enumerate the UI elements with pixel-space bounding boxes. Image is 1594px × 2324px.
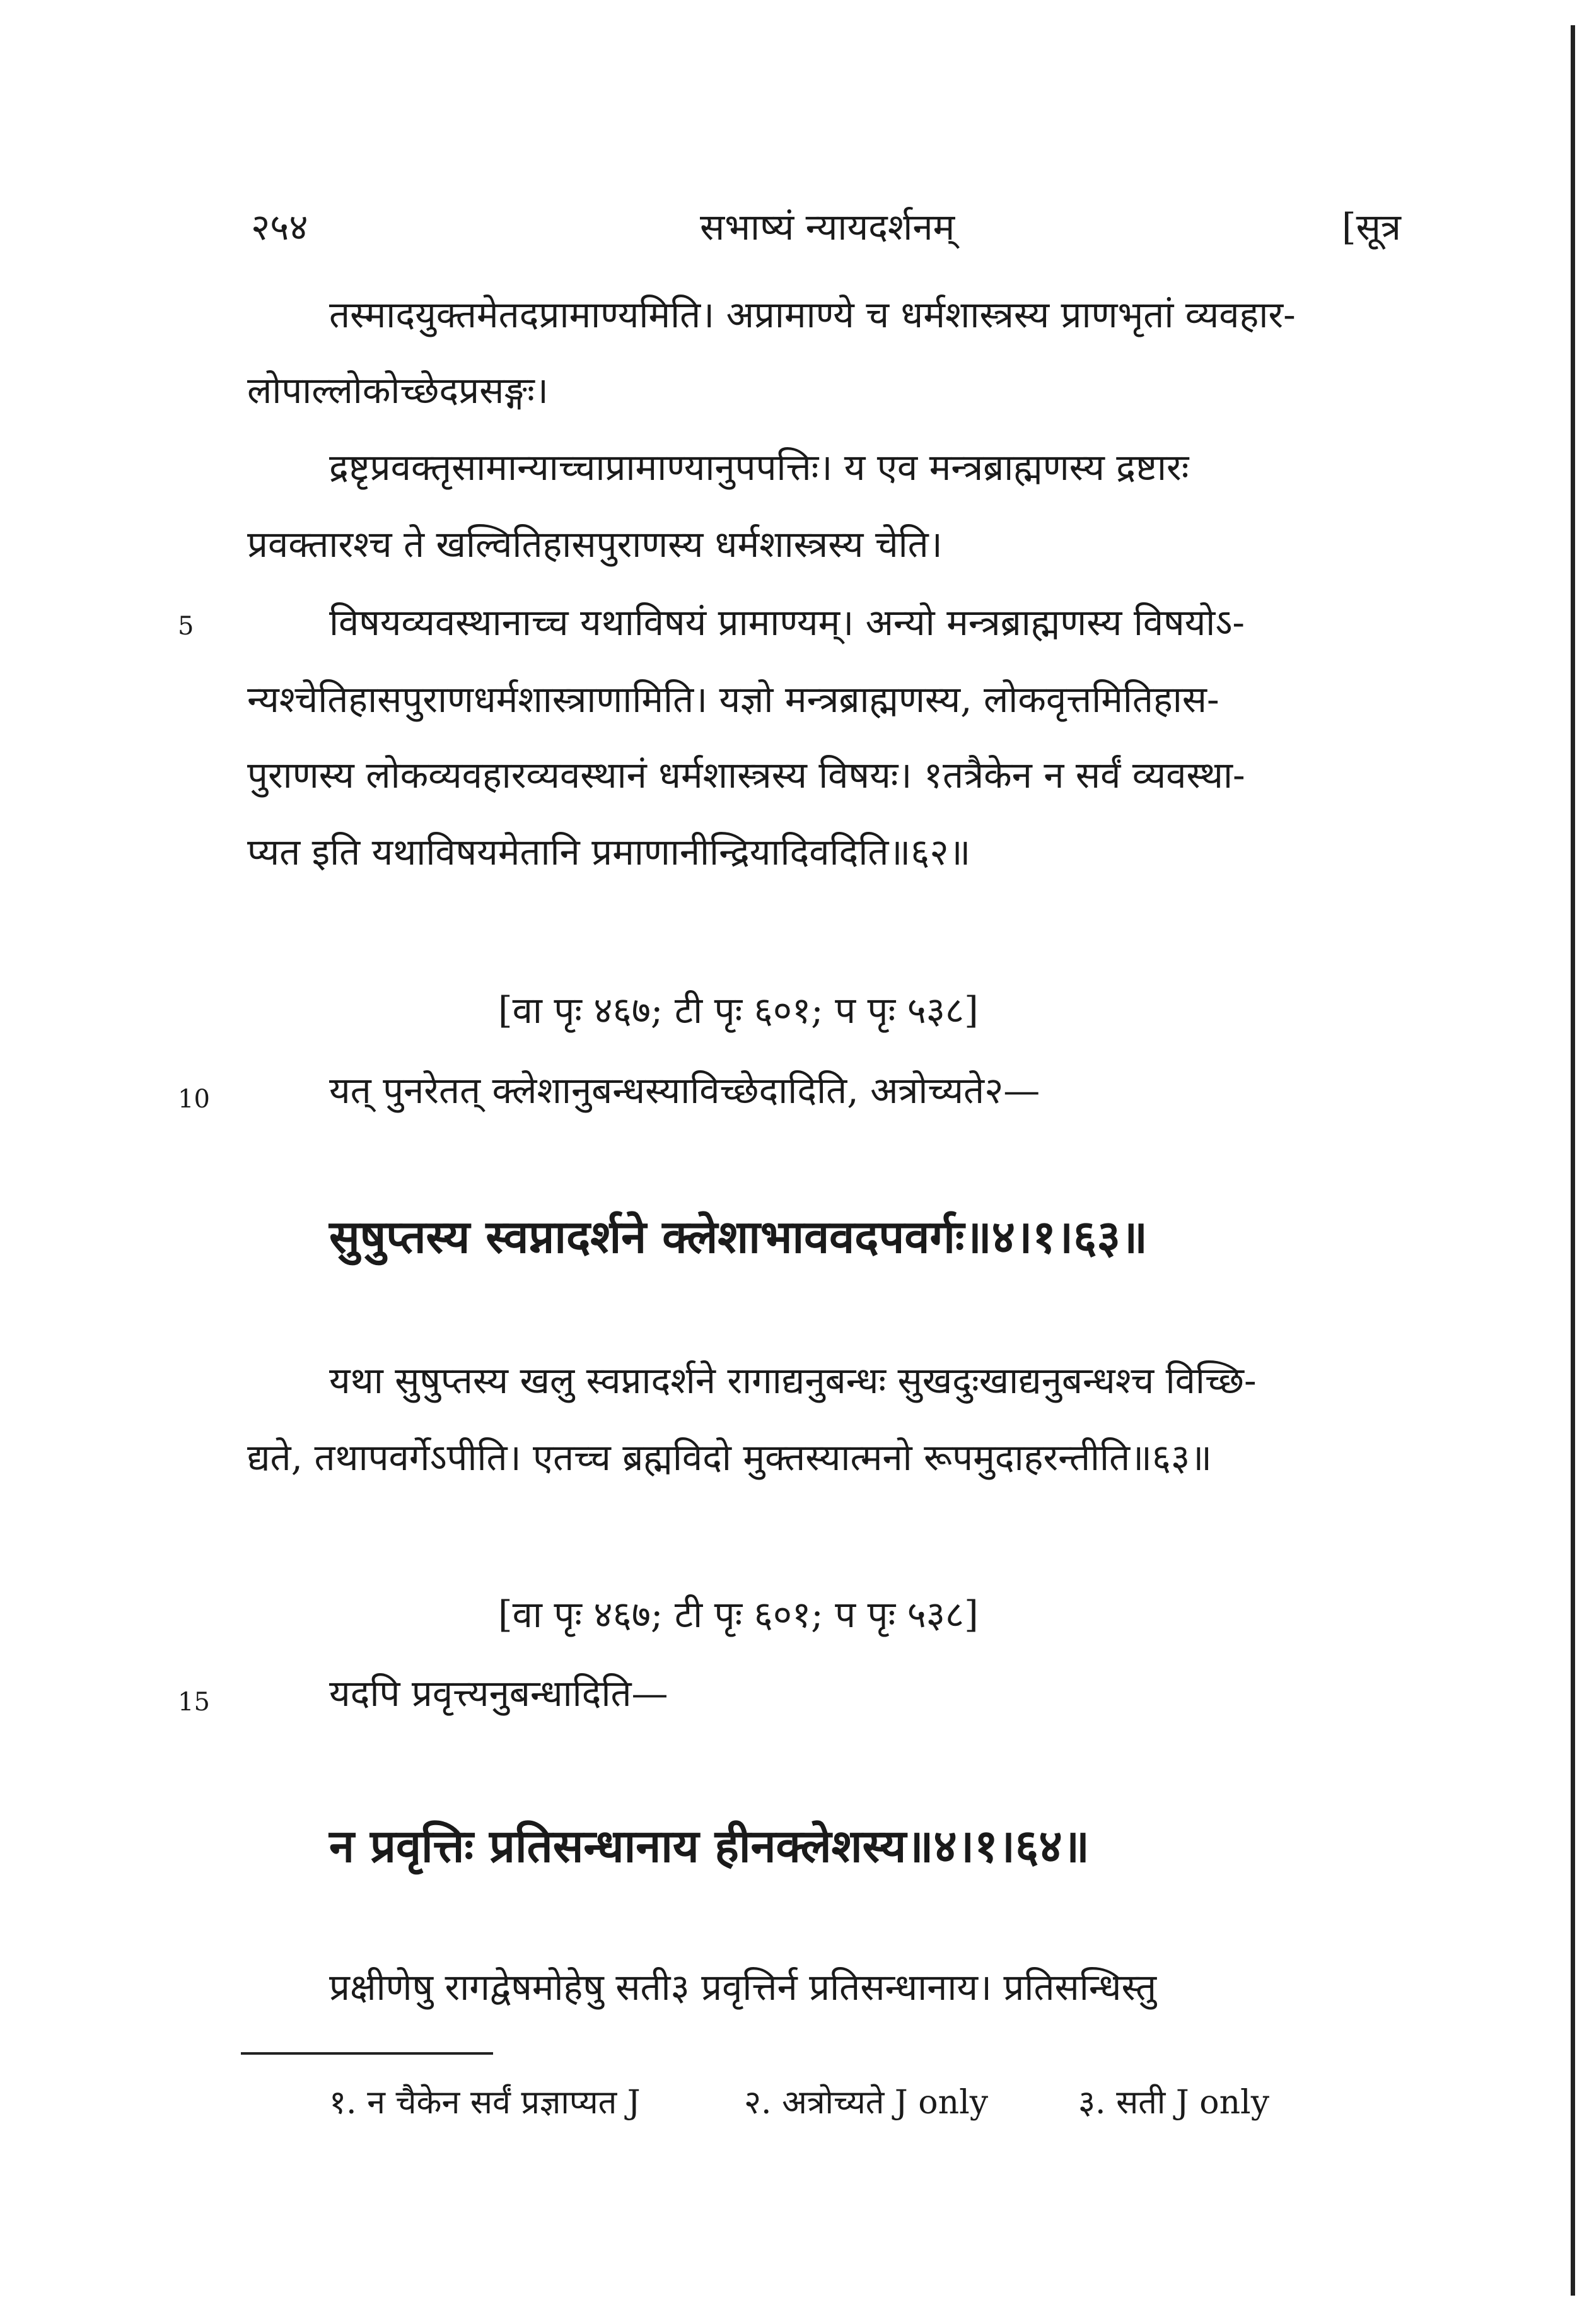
text-line: न्यश्चेतिहासपुराणधर्मशास्त्राणामिति। यज्ञो मन्त्रब्राह्मणस्य, लोकवृत्तमितिहास- <box>247 678 1219 721</box>
text-line: यदपि प्रवृत्त्यनुबन्धादिति— <box>329 1672 668 1715</box>
text-line: यत् पुनरेतत् क्लेशानुबन्धस्याविच्छेदादिति, अत्रोच्यते२— <box>329 1069 1040 1112</box>
line-number: 10 <box>178 1085 210 1114</box>
footnote-rule <box>241 2052 493 2055</box>
text-line: पुराणस्य लोकव्यवहारव्यवस्थानं धर्मशास्त्रस्य विषयः। १तत्रैकेन न सर्वं व्यवस्था- <box>247 754 1245 797</box>
footnote: २. अत्रोच्यते J only <box>744 2084 989 2122</box>
text-line: प्यत इति यथाविषयमेतानि प्रमाणानीन्द्रियादिवदिति॥६२॥ <box>247 831 971 873</box>
page-number: २५४ <box>251 206 308 248</box>
text-line: लोपाल्लोकोच्छेदप्रसङ्गः। <box>247 369 549 412</box>
line-number: 5 <box>178 612 194 641</box>
section-label: [सूत्र <box>1342 206 1401 248</box>
line-number: 15 <box>178 1688 210 1717</box>
running-title: सभाष्यं न्यायदर्शनम् <box>700 206 955 248</box>
text-line: प्रवक्तारश्च ते खल्वितिहासपुराणस्य धर्मशास्त्रस्य चेति। <box>247 523 943 566</box>
text-line: तस्मादयुक्तमेतदप्रामाण्यमिति। अप्रामाण्ये च धर्मशास्त्रस्य प्राणभृतां व्यवहार- <box>329 293 1296 336</box>
sutra-heading: सुषुप्तस्य स्वप्नादर्शने क्लेशाभाववदपवर्गः॥४।१।६३॥ <box>329 1210 1148 1263</box>
text-line: विषयव्यवस्थानाच्च यथाविषयं प्रामाण्यम्। अन्यो मन्त्रब्राह्मणस्य विषयोऽ- <box>329 601 1245 644</box>
page-edge-rule <box>1571 25 1575 2296</box>
text-line: द्यते, तथापवर्गेऽपीति। एतच्च ब्रह्मविदो मुक्तस्यात्मनो रूपमुदाहरन्तीति॥६३॥ <box>247 1436 1212 1479</box>
commentary-reference: [वा पृः ४६७; टी पृः ६०१; प पृः ५३८] <box>498 1593 979 1636</box>
sutra-heading: न प्रवृत्तिः प्रतिसन्धानाय हीनक्लेशस्य॥४।१।६४॥ <box>329 1819 1090 1872</box>
text-line: द्रष्टृप्रवक्तृसामान्याच्चाप्रामाण्यानुपपत्तिः। य एव मन्त्रब्राह्मणस्य द्रष्टारः <box>329 446 1189 489</box>
text-line: यथा सुषुप्तस्य खलु स्वप्नादर्शने रागाद्यनुबन्धः सुखदुःखाद्यनुबन्धश्च विच्छि- <box>329 1359 1257 1402</box>
footnote: १. न चैकेन सर्वं प्रज्ञाप्यत J <box>329 2084 641 2122</box>
footnote: ३. सती J only <box>1078 2084 1270 2122</box>
text-line: प्रक्षीणेषु रागद्वेषमोहेषु सती३ प्रवृत्तिर्न प्रतिसन्धानाय। प्रतिसन्धिस्तु <box>329 1966 1157 2009</box>
commentary-reference: [वा पृः ४६७; टी पृः ६०१; प पृः ५३८] <box>498 989 979 1032</box>
